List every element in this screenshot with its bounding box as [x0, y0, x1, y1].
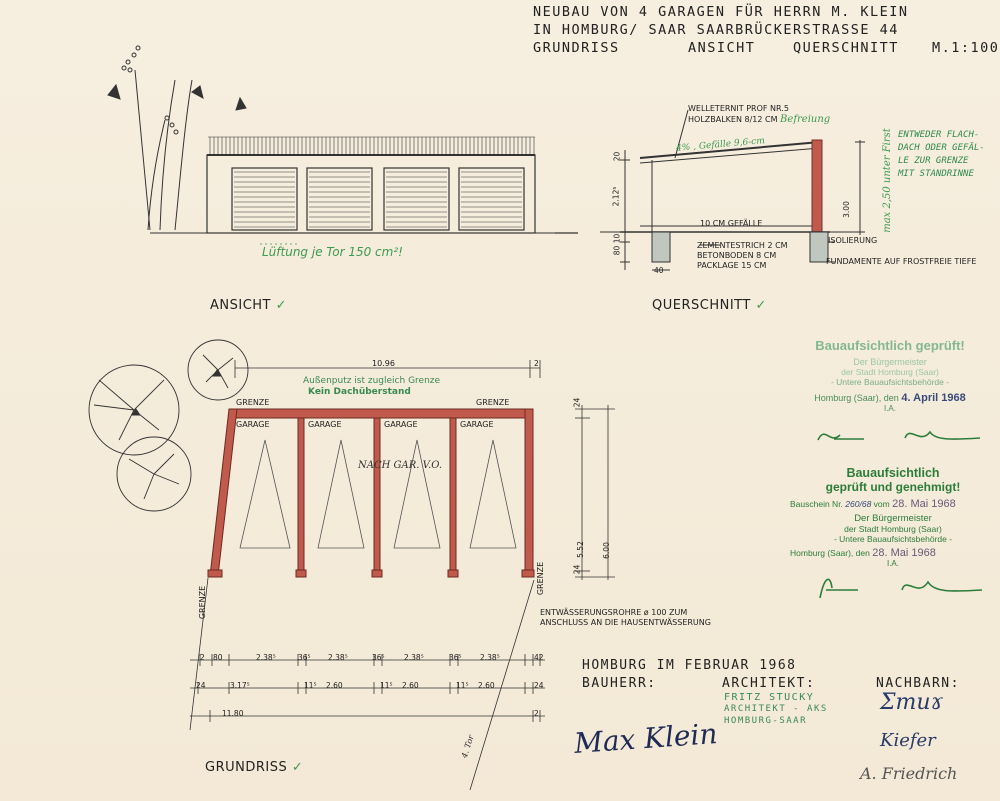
approval-stamp-2 [788, 466, 998, 568]
signature-nachbar-scribble: Ʃmuɤ [880, 690, 943, 715]
signature-nachbar-1: Kiefer [880, 730, 936, 751]
dim-r1-7: 36⁵ [449, 653, 462, 662]
plan-grenze-right: GRENZE [476, 398, 510, 407]
dim-r2-5: 2.60 [402, 681, 419, 690]
qs-slope-hw: 4% , Gefälle 9,6-cm [675, 136, 766, 154]
qs-gefaelle: 10 CM GEFÄLLE [700, 219, 763, 228]
plan-garage-4: GARAGE [460, 420, 494, 429]
stamp2-l5: der Stadt Homburg (Saar) [844, 524, 942, 534]
dim-r2-1: 3.17⁵ [230, 681, 250, 690]
signature-nachbar-2: A. Friedrich [860, 764, 958, 783]
plan-green-1: Außenputz ist zugleich Grenze [303, 376, 441, 386]
dim-r3-total: 11.80 [222, 709, 244, 718]
stamp1-l5: Homburg (Saar), den 4. April 1968 [814, 392, 966, 404]
dim-r2-3: 2.60 [326, 681, 343, 690]
plan-grenze-vert-right: GRENZE [536, 561, 546, 596]
title-line-3b: ANSICHT [688, 40, 756, 56]
dim-r1-4: 2.38⁵ [328, 653, 348, 662]
plan-grenze-left: GRENZE [236, 398, 270, 407]
qs-layer-1: ZEMENTESTRICH 2 CM [697, 241, 788, 250]
qs-dim-300: 3.00 [841, 201, 851, 218]
plan-entw-2: ANSCHLUSS AN DIE HAUSENTWÄSSERUNG [540, 618, 711, 627]
garage-elevation [150, 137, 578, 233]
stamp1-l3: der Stadt Homburg (Saar) [841, 367, 939, 377]
plan-dim-2: 2 [534, 359, 539, 368]
plan-diag-hw: 4. Tor [459, 733, 476, 760]
dim-r1-6: 2.38⁵ [404, 653, 424, 662]
stamp2-l4: Der Bürgermeister [854, 513, 932, 524]
qs-hw-vertical: max 2,50 unter First [881, 128, 893, 233]
garage-door [307, 168, 372, 230]
signature-bauherr: Max Klein [573, 717, 719, 760]
stamp2-l1: Bauaufsichtlich [846, 466, 940, 480]
dim-r2-2: 11⁵ [304, 681, 317, 690]
title-line-2: IN HOMBURG/ SAAR SAARBRÜCKERSTRASSE 44 [533, 22, 899, 38]
qs-note-3: LE ZUR GRENZE [898, 156, 969, 166]
title-line-3d: M.1:100 [932, 40, 1000, 56]
garage-door [384, 168, 449, 230]
footer-architekt: ARCHITEKT: [722, 676, 816, 691]
label-querschnitt: QUERSCHNITT ✓ [652, 298, 767, 313]
qs-isolierung: ISOLIERUNG [828, 236, 878, 245]
plan-walls [208, 409, 534, 577]
dim-r2-4: 11⁵ [380, 681, 393, 690]
footer-bauherr: BAUHERR: [582, 676, 657, 691]
label-ansicht: ANSICHT ✓ [210, 298, 288, 313]
qs-roof-2: HOLZBALKEN 8/12 CM Befreiung [688, 114, 831, 125]
garage-door [459, 168, 524, 230]
stamp1-signature [810, 420, 990, 450]
qs-layer-2: BETONBODEN 8 CM [697, 251, 777, 260]
dim-r2-7: 2.60 [478, 681, 495, 690]
stamp2-l6: - Untere Bauaufsichtsbehörde - [833, 534, 953, 544]
ansicht-hw-note: Lüftung je Tor 150 cm²! [262, 245, 403, 259]
qs-dim-10: 10 [612, 233, 622, 244]
stamp2-l3: Bauschein Nr. 260/68 vom 28. Mai 1968 [790, 498, 956, 510]
stamp1-l4: - Untere Bauaufsichtsbehörde - [830, 377, 950, 387]
dim-r2-0: 24 [196, 681, 206, 690]
qs-roof-1: WELLETERNIT PROF NR.5 [688, 104, 789, 113]
dim-r3-right: 2 [534, 709, 539, 718]
qs-note-2: DACH ODER GEFÄL- [898, 143, 985, 153]
plan-hw-center: NACH GAR. V.O. [358, 460, 443, 471]
approval-stamp-1 [790, 338, 990, 413]
plan-garage-2: GARAGE [308, 420, 342, 429]
qs-note-4: MIT STANDRINNE [898, 169, 974, 179]
plan-entw-1: ENTWÄSSERUNGSROHRE ø 100 ZUM [540, 608, 688, 617]
stamp2-ia: I.A. [886, 559, 899, 568]
dim-r1-5: 36⁵ [372, 653, 385, 662]
title-line-3c: QUERSCHNITT [793, 40, 899, 56]
qs-fundamente: FUNDAMENTE AUF FROSTFREIE TIEFE [826, 257, 977, 266]
qs-dim-80: 80 [612, 245, 622, 256]
qs-dim-20: 20 [612, 151, 622, 162]
qs-dim-212: 2.12⁵ [611, 186, 621, 207]
plan-dim-24-top: 24 [572, 397, 582, 408]
footer-nachbarn: NACHBARN: [876, 676, 960, 691]
stamp2-signature [810, 568, 990, 606]
qs-dim-40: 40 [654, 266, 664, 275]
dim-r1-1: 80 [213, 653, 223, 662]
plan-garage-3: GARAGE [384, 420, 418, 429]
tree-sketch-elevation [108, 46, 246, 230]
dim-r1-3: 36⁵ [298, 653, 311, 662]
dim-r2-6: 11⁵ [456, 681, 469, 690]
arch-stamp-1: FRITZ STUCKY [724, 692, 815, 703]
stamp1-ia: I.A. [883, 404, 896, 413]
dim-r2-8: 24 [534, 681, 544, 690]
dim-r1-8: 2.38⁵ [480, 653, 500, 662]
stamp2-l2: geprüft und genehmigt! [825, 480, 961, 494]
arch-stamp-2: ARCHITEKT - AKS [724, 704, 828, 714]
plan-grenze-vert-left: GRENZE [198, 585, 208, 620]
dim-r1-2: 2.38⁵ [256, 653, 276, 662]
qs-layer-3: PACKLAGE 15 CM [697, 261, 767, 270]
qs-note-1: ENTWEDER FLACH- [898, 130, 980, 140]
garage-door [232, 168, 297, 230]
stamp1-l2: Der Bürgermeister [853, 357, 927, 367]
footer-place-date: HOMBURG IM FEBRUAR 1968 [582, 658, 797, 673]
stamp1-title: Bauaufsichtlich geprüft! [815, 338, 965, 353]
arch-stamp-3: HOMBURG-SAAR [724, 716, 808, 726]
title-line-3a: GRUNDRISS [533, 40, 620, 56]
plan-garage-1: GARAGE [236, 420, 270, 429]
dim-r1-0: 2 [200, 653, 205, 662]
stamp2-l7: Homburg (Saar), den 28. Mai 1968 [790, 547, 936, 559]
title-line-1: NEUBAU VON 4 GARAGEN FÜR HERRN M. KLEIN [533, 4, 909, 20]
plan-dim-552: 5.52 [575, 541, 585, 558]
dim-r1-9: 42 [534, 653, 544, 662]
plan-green-2: Kein Dachüberstand [308, 387, 411, 397]
plan-dim-24-bot: 24 [572, 564, 582, 575]
plan-dim-600: 6.00 [601, 542, 611, 559]
label-grundriss: GRUNDRISS ✓ [205, 760, 304, 775]
plan-width-top: 10.96 [372, 359, 395, 368]
